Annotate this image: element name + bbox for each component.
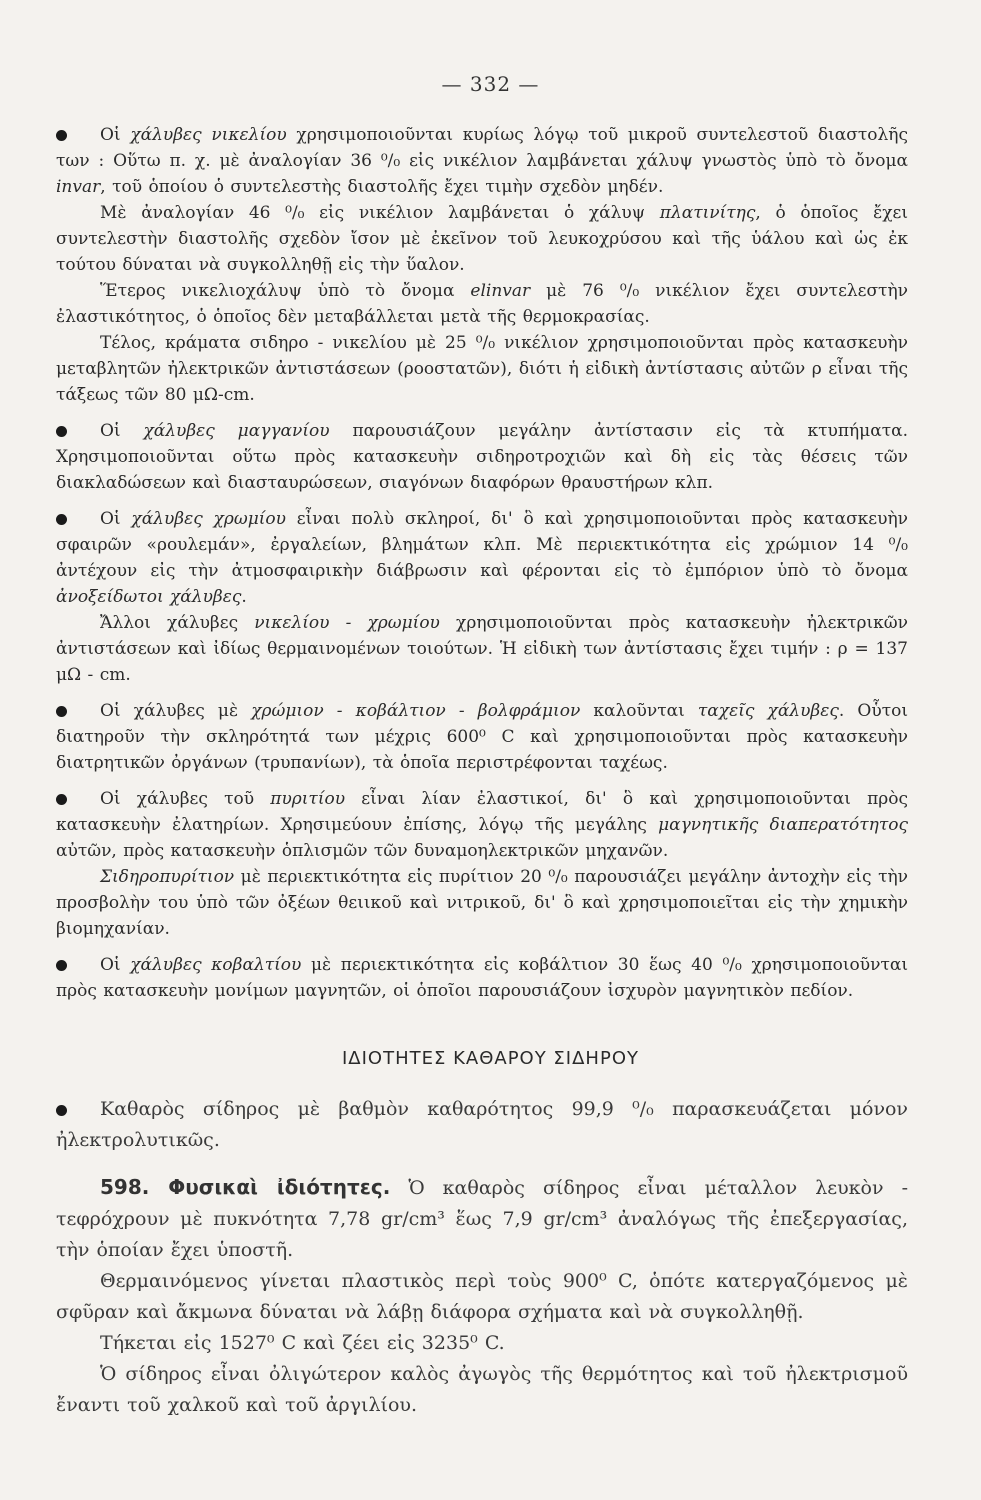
text-run: Τέλος, κράματα σιδηρο - νικελίου μὲ 25 ⁰/₀ νικέλιον χρησιμοποιοῦνται πρὸς κατασκευὴν μεταβλητῶν ἠλεκτρικῶν ἀντιστάσεων (ροοστατῶν), διότι ἡ εἰδικὴ ἀντίστασις αὐτῶν ρ εἶναι τῆς τάξεως τῶν 80 μΩ-cm. (56, 333, 908, 405)
paragraph-conductivity: Ὁ σίδηρος εἶναι ὀλιγώτερον καλὸς ἀγωγὸς τῆς θερμότητος καὶ τοῦ ἠλεκτρισμοῦ ἔναντι τοῦ χαλκοῦ καὶ τοῦ ἀργιλίου. (56, 1363, 908, 1416)
paragraph-cobalt-steels (56, 952, 908, 1004)
paragraph-nickel-chromium (56, 610, 908, 688)
italic-term: νικελίου - χρωμίου (254, 613, 440, 633)
text-run: καλοῦνται (580, 701, 698, 721)
italic-term: χάλυβες χρωμίου (131, 509, 286, 529)
text-run: Ἕτερος νικελιοχάλυψ ὑπὸ τὸ ὄνομα (100, 281, 471, 301)
text-run: , τοῦ ὁποίου ὁ συντελεστὴς διαστολῆς ἔχει τιμὴν σχεδὸν μηδέν. (100, 177, 664, 197)
paragraph-iron-nickel-alloys (56, 330, 908, 408)
text-run: εἶναι λίαν ἐλαστικοί, δι' ὃ καὶ χρησιμοποιοῦνται πρὸς κατασκευὴν ἐλατηρίων. Χρησιμεύουν ἐπίσης, λόγῳ τῆς μεγάλης (56, 789, 909, 835)
text-run: χρησιμοποιοῦνται κυρίως λόγῳ τοῦ μικροῦ συντελεστοῦ διαστολῆς των : Οὕτω π. χ. μὲ ἀναλογίαν 36 ⁰/₀ εἰς νικέλιον λαμβάνεται χάλυψ γνωστὸς ὑπὸ τὸ ὄνομα (56, 125, 908, 171)
italic-term: πυριτίου (270, 789, 346, 809)
section-heading: ΙΔΙΟΤΗΤΕΣ ΚΑΘΑΡΟΥ ΣΙΔΗΡΟΥ (342, 1048, 639, 1069)
italic-term: χάλυβες μαγγανίου (143, 421, 330, 441)
text-run: μὲ 76 ⁰/₀ νικέλιον ἔχει συντελεστὴν ἐλαστικότητος, ὁ ὁποῖος δὲν μεταβάλλεται μετὰ τῆς θερμοκρασίας. (56, 281, 908, 327)
italic-term: invar (56, 177, 101, 197)
lower-text-block (56, 1094, 908, 1421)
paragraph-melting: Τήκεται εἰς 1527⁰ C καὶ ζέει εἰς 3235⁰ C. (100, 1332, 505, 1354)
text-run: Οἱ (100, 421, 144, 441)
paragraph-manganese-steels (56, 418, 908, 496)
bullet-icon (56, 426, 67, 437)
paragraph-nickel-steels (56, 122, 908, 200)
text-run: αὐτῶν, πρὸς κατασκευὴν ὁπλισμῶν τῶν δυναμοηλεκτρικῶν μηχανῶν. (56, 841, 669, 861)
paragraph-physical-properties-text: Ὁ καθαρὸς σίδηρος εἶναι μέταλλον λευκὸν - τεφρόχρουν μὲ πυκνότητα 7,78 gr/cm³ ἕως 7,9 gr/cm³ ἀναλόγως τῆς ἐπεξεργασίας, τὴν ὁποίαν ἔχει ὑποστῆ. (56, 1177, 908, 1261)
paragraph-pure-iron (56, 1094, 908, 1156)
text-run: μὲ περιεκτικότητα εἰς κοβάλτιον 30 ἕως 40 ⁰/₀ χρησιμοποιοῦνται πρὸς κατασκευὴν μονίμων μαγνητῶν, οἱ ὁποῖοι παρουσιάζουν ἰσχυρὸν μαγνητικὸν πεδίον. (56, 955, 909, 1001)
paragraph-ferrosilicon (56, 864, 908, 942)
paragraph-elinvar (56, 278, 908, 330)
italic-term: μαγνητικῆς διαπερατότητος (658, 815, 909, 835)
bullet-icon (56, 794, 67, 805)
text-run: Οἱ χάλυβες τοῦ (100, 789, 271, 809)
text-run: Οἱ (100, 125, 131, 145)
italic-term: χρώμιον - κοβάλτιον - βολφράμιον (251, 701, 581, 721)
text-run: . (241, 587, 247, 607)
page-number: — 332 — (441, 72, 540, 96)
upper-text-block (56, 122, 908, 1004)
text-run: Μὲ ἀναλογίαν 46 ⁰/₀ εἰς νικέλιον λαμβάνεται ὁ χάλυψ (100, 203, 660, 223)
italic-term: χάλυβες νικελίου (130, 125, 287, 145)
text-run: παρουσιάζουν μεγάλην ἀντίστασιν εἰς τὰ κτυπήματα. Χρησιμοποιοῦνται οὕτω πρὸς κατασκευὴν σιδηροτροχιῶν καὶ δὴ εἰς τὰς θέσεις τῶν διακλαδώσεων καὶ διασταυρώσεων, σιαγόνων διαφόρων θραυστήρων κλπ. (56, 421, 908, 493)
paragraph-chromium-steels (56, 506, 908, 610)
text-run: . Οὗτοι διατηροῦν τὴν σκληρότητά των μέχρις 600⁰ C καὶ χρησιμοποιοῦνται πρὸς κατασκευὴν διατρητικῶν ὀργάνων (τρυπανίων), τὰ ὁποῖα περιστρέφονται ταχέως. (56, 701, 909, 773)
paragraph-platinite (56, 200, 908, 278)
paragraph-heating: Θερμαινόμενος γίνεται πλαστικὸς περὶ τοὺς 900⁰ C, ὁπότε κατεργαζόμενος μὲ σφῦραν καὶ ἄκμωνα δύναται νὰ λάβῃ διάφορα σχήματα καὶ νὰ συγκολληθῇ. (56, 1270, 908, 1323)
text-run: Οἱ (100, 955, 131, 975)
section-number-title: 598. Φυσικαὶ ἰδιότητες. (100, 1175, 391, 1199)
italic-term: ταχεῖς χάλυβες (697, 701, 839, 721)
italic-term: ἀνοξείδωτοι χάλυβες (56, 587, 242, 607)
text-run: μὲ περιεκτικότητα εἰς πυρίτιον 20 ⁰/₀ παρουσιάζει μεγάλην ἀντοχὴν εἰς τὴν προσβολὴν του ὑπὸ τῶν ὀξέων θειικοῦ καὶ νιτρικοῦ, δι' ὃ καὶ χρησιμοποιεῖται εἰς τὴν χημικὴν βιομηχανίαν. (56, 867, 908, 939)
text-run: Οἱ χάλυβες μὲ (100, 701, 252, 721)
italic-term: χάλυβες κοβαλτίου (130, 955, 302, 975)
text-run: Οἱ (100, 509, 132, 529)
bullet-icon (56, 960, 67, 971)
bullet-icon (56, 514, 67, 525)
paragraph-physical-properties (56, 1172, 908, 1266)
paragraph-pure-iron-text: Καθαρὸς σίδηρος μὲ βαθμὸν καθαρότητος 99,9 ⁰/₀ παρασκευάζεται μόνον ἠλεκτρολυτικῶς. (56, 1098, 908, 1151)
bullet-icon (56, 706, 67, 717)
paragraph-silicon-steels (56, 786, 908, 864)
bullet-icon (56, 1105, 67, 1116)
paragraph-fast-steels (56, 698, 908, 776)
text-run: Ἄλλοι χάλυβες (100, 613, 255, 633)
italic-term: elinvar (470, 281, 531, 301)
text-run: χρησιμοποιοῦνται πρὸς κατασκευὴν ἠλεκτρικῶν ἀντιστάσεων καὶ ἰδίως θερμαινομένων τοιούτων. Ἡ εἰδικὴ των ἀντίστασις ἔχει τιμήν : ρ = 137 μΩ - cm. (56, 613, 908, 685)
bullet-icon (56, 130, 67, 141)
text-run: , ὁ ὁποῖος ἔχει συντελεστὴν διαστολῆς σχεδὸν ἴσον μὲ ἐκεῖνον τοῦ λευκοχρύσου καὶ τῆς ὑάλου καὶ ὡς ἐκ τούτου δύναται νὰ συγκολληθῇ εἰς τὴν ὕαλον. (56, 203, 909, 275)
italic-term: πλατινίτης (659, 203, 756, 223)
italic-term: Σιδηροπυρίτιον (100, 867, 235, 887)
text-run: εἶναι πολὺ σκληροί, δι' ὃ καὶ χρησιμοποιοῦνται πρὸς κατασκευὴν σφαιρῶν «ρουλεμάν», ἐργαλείων, βλημάτων κλπ. Μὲ περιεκτικότητα εἰς χρώμιον 14 ⁰/₀ ἀντέχουν εἰς τὴν ἀτμοσφαιρικὴν διάβρωσιν καὶ φέρονται εἰς τὸ ἐμπόριον ὑπὸ τὸ ὄνομα (56, 509, 908, 581)
